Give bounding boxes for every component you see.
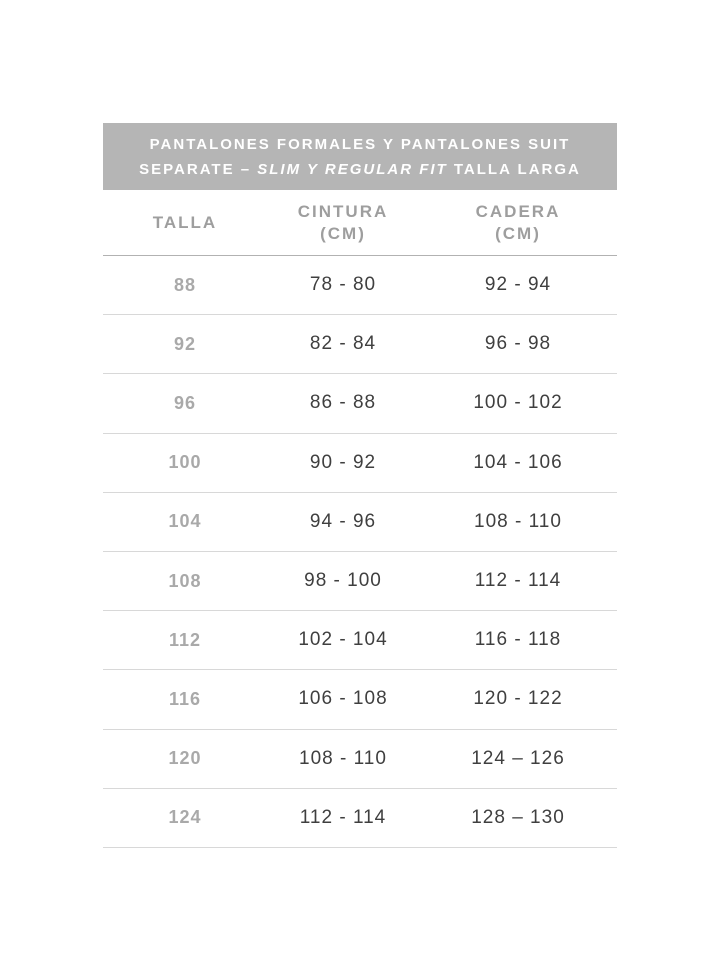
table-header-row (103, 190, 617, 256)
hip-range-cell: 104 - 106 (473, 451, 563, 473)
size-cell: 92 (173, 333, 197, 354)
size-cell: 100 (168, 452, 202, 473)
column-header-cadera-sublabel: (CM) (495, 223, 541, 243)
table-row (103, 611, 617, 670)
size-cell: 108 (168, 570, 202, 591)
size-cell: 104 (168, 511, 202, 532)
waist-range-cell: 98 - 100 (304, 570, 382, 592)
banner-line-2-suffix: TALLA LARGA (447, 160, 581, 178)
hip-range-cell: 108 - 110 (474, 510, 562, 532)
banner-line-2 (139, 157, 581, 182)
column-header-cintura-label: CINTURA (297, 201, 389, 221)
size-cell: 88 (173, 274, 197, 295)
hip-range-cell: 92 - 94 (484, 274, 552, 296)
column-header-cadera (419, 201, 617, 245)
waist-range-cell: 106 - 108 (298, 688, 388, 710)
banner-line-2-italic: SLIM Y REGULAR FIT (257, 160, 448, 178)
waist-range-cell: 86 - 88 (309, 392, 377, 414)
table-row (103, 552, 617, 611)
column-header-cintura (267, 201, 419, 245)
hip-range-cell: 120 - 122 (473, 688, 563, 710)
table-row (103, 493, 617, 552)
column-header-cadera-label: CADERA (475, 201, 561, 221)
column-header-cintura-sublabel: (CM) (320, 223, 366, 243)
size-table-body (103, 256, 617, 848)
table-row (103, 789, 617, 848)
size-cell: 112 (168, 629, 202, 650)
size-guide-table (103, 123, 617, 848)
banner-line-1: PANTALONES FORMALES Y PANTALONES SUIT (149, 135, 571, 153)
waist-range-cell: 112 - 114 (299, 806, 387, 828)
size-cell: 124 (168, 807, 202, 828)
banner-line-2-prefix: SEPARATE – (139, 160, 258, 178)
hip-range-cell: 100 - 102 (473, 392, 563, 414)
size-cell: 120 (168, 748, 202, 769)
waist-range-cell: 82 - 84 (309, 333, 377, 355)
waist-range-cell: 78 - 80 (309, 274, 377, 296)
waist-range-cell: 90 - 92 (309, 451, 377, 473)
waist-range-cell: 108 - 110 (299, 747, 387, 769)
hip-range-cell: 116 - 118 (474, 629, 562, 651)
table-row (103, 730, 617, 789)
hip-range-cell: 96 - 98 (484, 333, 552, 355)
table-row (103, 374, 617, 433)
table-row (103, 670, 617, 729)
size-cell: 96 (173, 392, 197, 413)
column-header-talla-label: TALLA (152, 212, 218, 232)
waist-range-cell: 94 - 96 (309, 510, 377, 532)
size-cell: 116 (168, 688, 202, 709)
table-title-banner (103, 123, 617, 190)
table-row (103, 256, 617, 315)
hip-range-cell: 112 - 114 (474, 570, 562, 592)
hip-range-cell: 124 – 126 (471, 747, 565, 769)
column-header-talla (103, 212, 267, 234)
table-row (103, 434, 617, 493)
waist-range-cell: 102 - 104 (298, 629, 388, 651)
hip-range-cell: 128 – 130 (471, 806, 565, 828)
table-row (103, 315, 617, 374)
